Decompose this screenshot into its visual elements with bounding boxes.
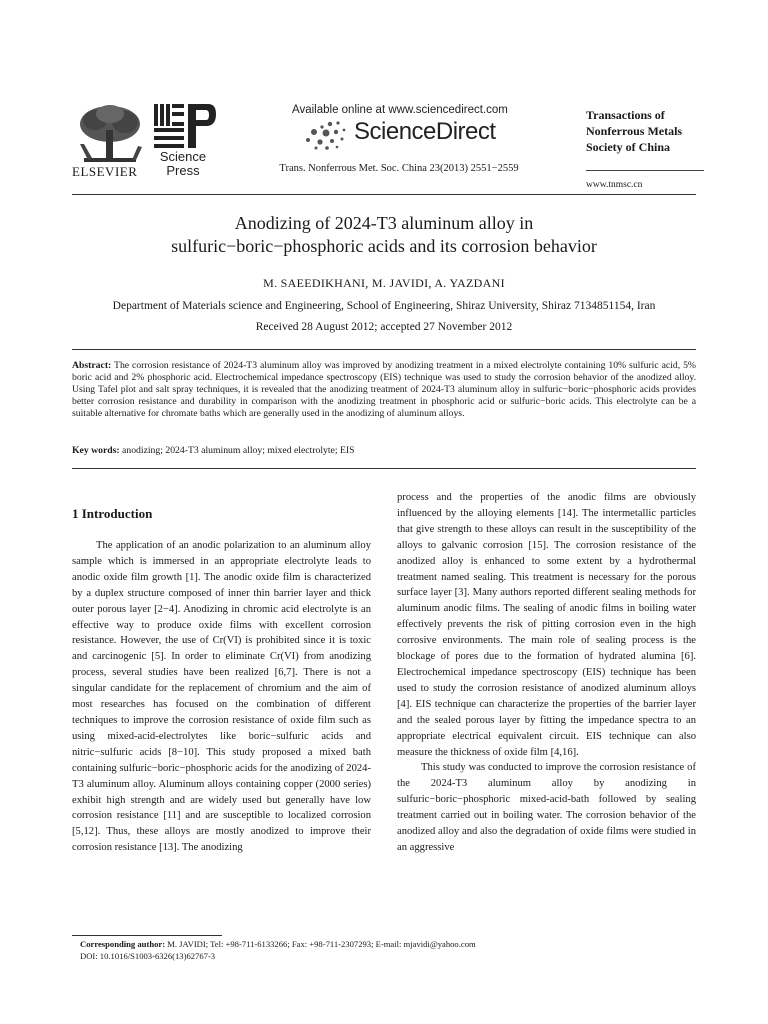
footnote-contact: M. JAVIDI; Tel: +98-711-6133266; Fax: +98-711-2307293; E-mail: mjavidi@yahoo.com	[165, 939, 476, 949]
elsevier-wordmark: ELSEVIER	[72, 164, 138, 179]
abstract	[72, 360, 696, 420]
sciencedirect-wordmark: ScienceDirect	[354, 118, 496, 145]
title-line-2: sulfuric−boric−phosphoric acids and its corrosion behavior	[171, 236, 597, 256]
intro-paragraph-3: This study was conducted to improve the corrosion resistance of the 2024-T3 aluminum alloy by anodizing in sulfuric−boric−phosphoric mixed-acid-bath followed by sealing treatment carried out in boiling water. The corrosion behavior of the anodized alloy and also the degradation of oxide films were studied in an aggressive	[397, 762, 696, 853]
abstract-text: The corrosion resistance of 2024-T3 aluminum alloy was improved by anodizing treatment in a mixed electrolyte containing 10% sulfuric acid, 5% boric acid and 2% phosphoric acid. Electrochemical impedance spectroscopy (EIS) technique was used to study the corrosion behavior of the anodized alloy. Using Tafel plot and salt spray techniques, it is revealed that the anodizing treatment of 2024-T3 aluminum alloy in sulfuric−boric−phosphoric acids provides better corrosion resistance and durability in comparison with the anodizing treatment in phosphoric acid or sulfuric−boric acids. This electrolyte can be a suitable alternative for chromate baths which are generally used in the anodizing of aluminum alloys.	[72, 360, 696, 420]
keywords-text: anodizing; 2024-T3 aluminum alloy; mixed electrolyte; EIS	[122, 445, 355, 456]
article-title	[72, 212, 696, 258]
intro-paragraph-2: process and the properties of the anodic films are obviously influenced by the alloying elements [14]. The intermetallic particles that give strength to these alloys can result in the susceptibility of the alloys to galvanic corrosion [15]. The corrosion resistance of the anodized alloy is enhanced to some extent by a hydrothermal treatment named sealing. This treatment is necessary for the porous surface layer [3]. Many authors reported different sealing methods for aluminum anodic films. The sealing of anodic films in boiling water effectively prevents the risk of pitting corrosion even in the high corrosive environments. The main role of sealing process is the blockage of pores due to the formation of hydrated alumina [6]. Electrochemical impedance spectroscopy (EIS) technique has been used to study the corrosion resistance of anodized aluminum alloys [4]. EIS technique can characterize the properties of the barrier layer and the sealed porous layer by fitting the impedance spectra to an appropriate electrical equivalent circuit. EIS technique can also measure the thickness of oxide film [4,16].	[397, 492, 696, 758]
corresponding-author-footnote	[80, 938, 476, 950]
doi: DOI: 10.1016/S1003-6326(13)62767-3	[80, 951, 216, 961]
section-heading-introduction: 1 Introduction	[72, 506, 153, 521]
society-url: www.tnmsc.cn	[586, 180, 643, 190]
society-name	[586, 107, 706, 155]
science-press-line-2: Press	[166, 163, 200, 178]
right-column	[397, 490, 696, 856]
footnote-rule	[72, 935, 222, 936]
keywords-label: Key words:	[72, 445, 120, 456]
intro-paragraph-1: The application of an anodic polarization to an aluminum alloy sample which is immersed in an appropriate electrolyte leads to anodic oxide film growth [1]. The anodic oxide film is characterized by a duplex structure composed of inner thin barrier layer and thick outer porous layer [2−4]. Anodizing in chromic acid electrolyte is an effective way to produce oxide films with excellent corrosion resistance. However, the use of Cr(VI) is prohibited since it is toxic and carcinogenic [5]. In order to eliminate Cr(VI) from anodizing process, several studies have been realized [6,7]. There is not a singular candidate for the replacement of chromium and the aim of most researches has focused on the combination of different techniques to improve the corrosion resistance of oxide film such as using mixed-acid-electrolytes like boric−sulfuric acids and nitric−sulfuric acids [8−10]. This study proposed a mixed bath containing sulfuric−boric−phosphoric acids for the anodizing of 2024-T3 aluminum alloy. Aluminum alloys containing copper (2000 series) exhibit high strength and are widely used but generally have low corrosion resistance [11] and are susceptible to localized corrosion [5,12]. Thus, these alloys are mostly anodized to improve their corrosion resistance [13]. The anodizing	[72, 540, 371, 854]
authors: M. SAEEDIKHANI, M. JAVIDI, A. YAZDANI	[263, 276, 505, 290]
abstract-label: Abstract:	[72, 360, 112, 371]
available-online-text: Available online at www.sciencedirect.com	[292, 104, 508, 116]
received-dates: Received 28 August 2012; accepted 27 November 2012	[255, 321, 513, 333]
science-press-logo-icon	[152, 102, 218, 150]
keywords	[72, 445, 696, 457]
footnote-label: Corresponding author:	[80, 939, 166, 949]
abstract-bottom-rule	[72, 468, 696, 469]
science-press-line-1: Science	[159, 149, 207, 164]
journal-reference: Trans. Nonferrous Met. Soc. China 23(2013) 2551−2559	[279, 163, 519, 174]
left-column	[72, 538, 371, 856]
header-rule	[72, 194, 696, 195]
title-line-1: Anodizing of 2024-T3 aluminum alloy in	[234, 213, 534, 233]
abstract-top-rule	[72, 349, 696, 350]
sciencedirect-dots-icon	[300, 118, 350, 152]
society-line-3: Society of China	[586, 140, 670, 154]
society-divider	[586, 170, 704, 171]
affiliation: Department of Materials science and Engineering, School of Engineering, Shiraz University, Shiraz 7134851154, Iran	[112, 300, 656, 312]
society-line-1: Transactions of	[586, 108, 665, 122]
society-line-2: Nonferrous Metals	[586, 124, 683, 138]
